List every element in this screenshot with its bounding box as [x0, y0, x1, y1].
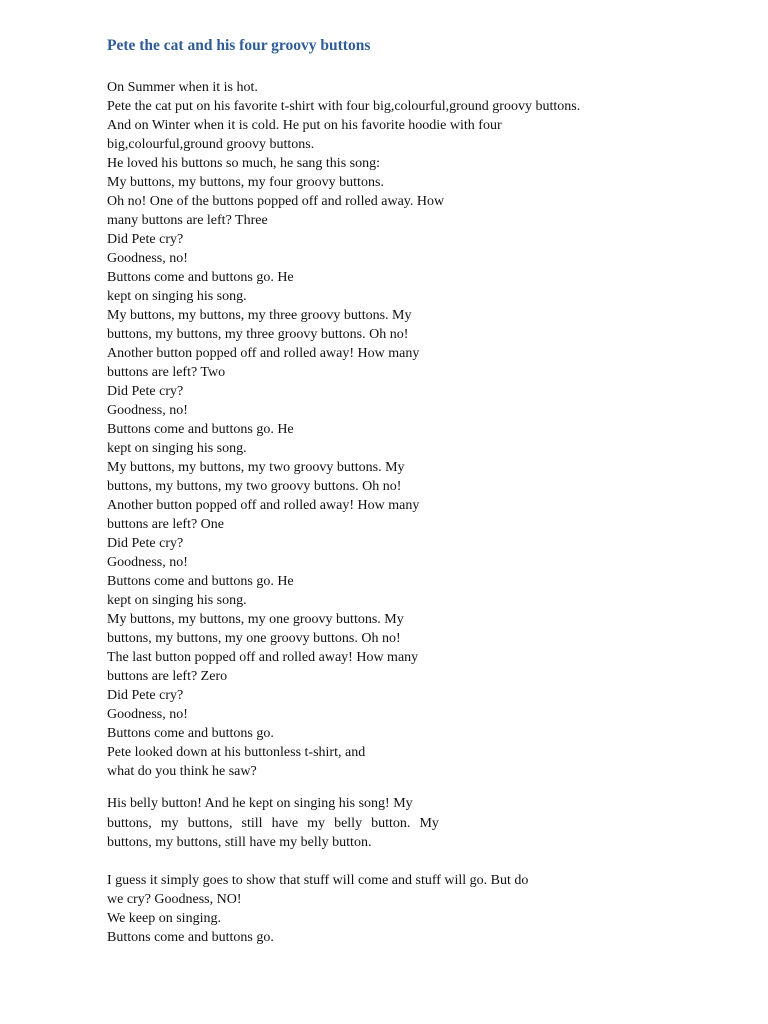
- text-line: The last button popped off and rolled away! How many: [107, 650, 419, 665]
- text-line: kept on singing his song.: [107, 289, 247, 304]
- text-line: His belly button! And he kept on singing his song! My: [107, 796, 413, 811]
- text-line: Pete the cat put on his favorite t-shirt with four big,colourful,ground groovy buttons.: [107, 99, 581, 114]
- text-line: We keep on singing.: [107, 911, 221, 926]
- text-line: Oh no! One of the buttons popped off and rolled away. How: [107, 194, 445, 209]
- text-line: Another button popped off and rolled away! How many: [107, 346, 420, 361]
- text-line: we cry? Goodness, NO!: [107, 892, 242, 907]
- text-line: buttons, my buttons, my two groovy buttons. Oh no!: [107, 479, 402, 494]
- text-line: My buttons, my buttons, my three groovy buttons. My: [107, 308, 412, 323]
- text-line: Another button popped off and rolled away! How many: [107, 498, 420, 513]
- text-line: My buttons, my buttons, my one groovy buttons. My: [107, 612, 404, 627]
- text-word: My: [419, 816, 439, 831]
- text-word: button.: [371, 816, 411, 831]
- text-line: Pete looked down at his buttonless t-shirt, and: [107, 745, 366, 760]
- text-word: have: [271, 816, 299, 831]
- text-line: I guess it simply goes to show that stuff will come and stuff will go. But do: [107, 873, 529, 888]
- text-line: buttons, my buttons, my three groovy buttons. Oh no!: [107, 327, 409, 342]
- text-line: Goodness, no!: [107, 251, 188, 266]
- text-line: My buttons, my buttons, my four groovy buttons.: [107, 175, 384, 190]
- text-word: buttons,: [187, 816, 233, 831]
- text-word: my: [160, 816, 179, 831]
- text-line: Goodness, no!: [107, 707, 188, 722]
- text-line: Buttons come and buttons go.: [107, 930, 274, 945]
- text-line: Did Pete cry?: [107, 536, 184, 551]
- text-line: Buttons come and buttons go. He: [107, 574, 294, 589]
- text-line: what do you think he saw?: [107, 764, 257, 779]
- text-line: buttons are left? Zero: [107, 669, 228, 684]
- text-line: buttons, my buttons, my one groovy buttons. Oh no!: [107, 631, 401, 646]
- text-word: my: [307, 816, 326, 831]
- text-line: And on Winter when it is cold. He put on his favorite hoodie with four: [107, 118, 502, 133]
- text-line: Buttons come and buttons go. He: [107, 270, 294, 285]
- text-line: buttons are left? One: [107, 517, 225, 532]
- text-line: kept on singing his song.: [107, 441, 247, 456]
- text-line: kept on singing his song.: [107, 593, 247, 608]
- text-line: many buttons are left? Three: [107, 213, 268, 228]
- text-line: He loved his buttons so much, he sang this song:: [107, 156, 380, 171]
- text-word: still: [241, 816, 263, 831]
- text-line: Did Pete cry?: [107, 688, 184, 703]
- text-word: belly: [334, 816, 363, 831]
- text-line: big,colourful,ground groovy buttons.: [107, 137, 315, 152]
- text-line: Did Pete cry?: [107, 232, 184, 247]
- text-line: Goodness, no!: [107, 555, 188, 570]
- text-line: Buttons come and buttons go. He: [107, 422, 294, 437]
- text-line: buttons, my buttons, still have my belly button.: [107, 835, 372, 850]
- text-line: buttons are left? Two: [107, 365, 226, 380]
- text-line: Goodness, no!: [107, 403, 188, 418]
- text-line: Buttons come and buttons go.: [107, 726, 274, 741]
- text-line: Did Pete cry?: [107, 384, 184, 399]
- text-line: My buttons, my buttons, my two groovy buttons. My: [107, 460, 405, 475]
- text-word: buttons,: [107, 816, 152, 831]
- justified-text-line: [107, 814, 439, 833]
- document-title: Pete the cat and his four groovy buttons: [107, 37, 371, 54]
- text-line: On Summer when it is hot.: [107, 80, 258, 95]
